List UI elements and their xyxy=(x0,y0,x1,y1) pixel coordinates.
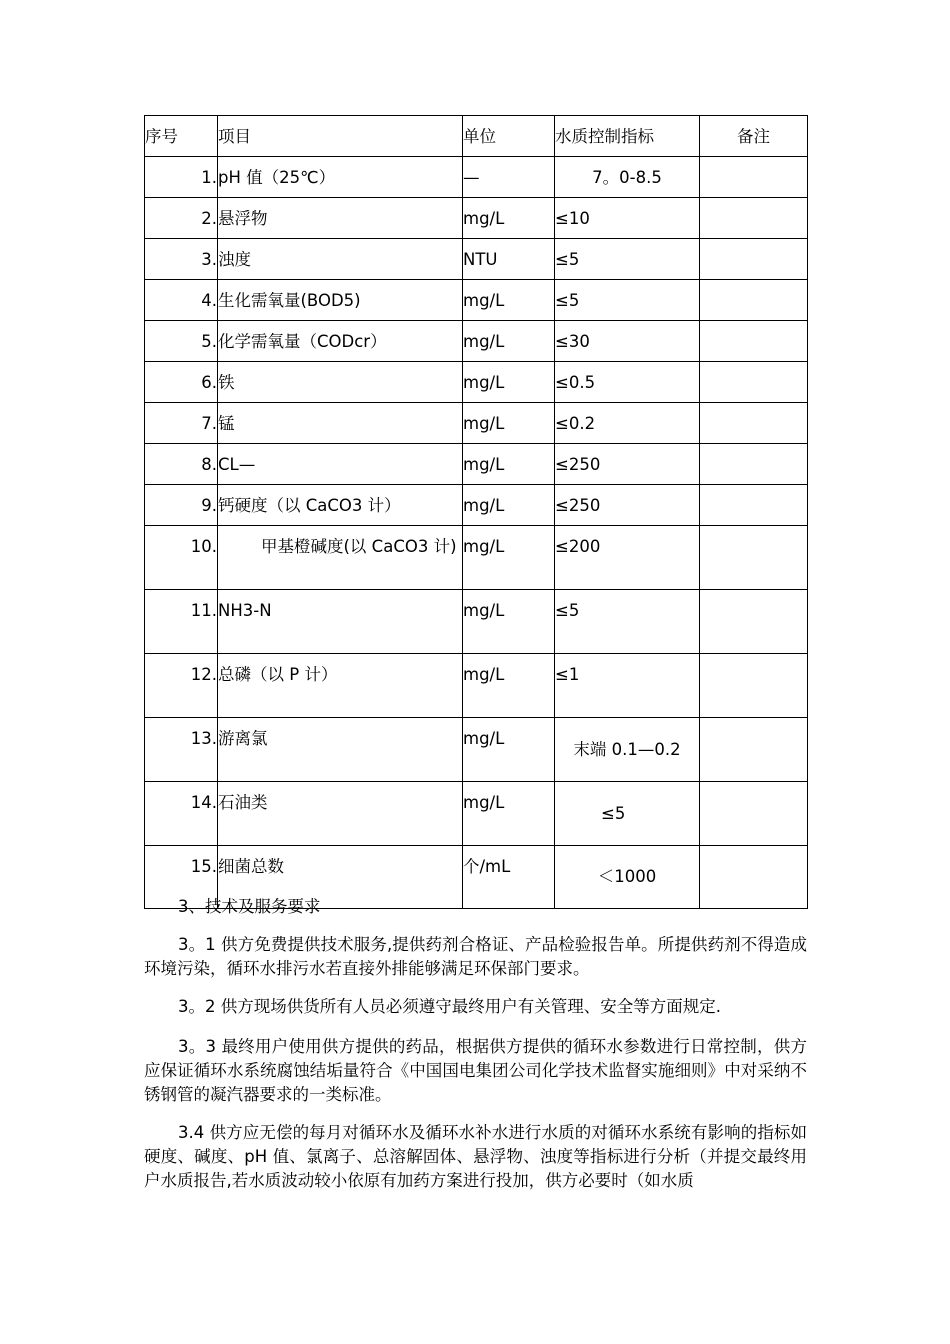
row-no: 14. xyxy=(145,782,218,846)
table-row xyxy=(145,403,808,444)
row-value: ≤1 xyxy=(555,654,700,718)
table-row xyxy=(145,239,808,280)
row-remark xyxy=(700,782,808,846)
row-unit: mg/L xyxy=(463,782,555,846)
row-unit: NTU xyxy=(463,239,555,280)
row-item: 浊度 xyxy=(218,239,463,280)
table-row xyxy=(145,485,808,526)
row-remark xyxy=(700,157,808,198)
row-unit: — xyxy=(463,157,555,198)
row-remark xyxy=(700,280,808,321)
row-unit: mg/L xyxy=(463,362,555,403)
row-no: 4. xyxy=(145,280,218,321)
row-unit: mg/L xyxy=(463,280,555,321)
row-remark xyxy=(700,362,808,403)
row-no: 12. xyxy=(145,654,218,718)
row-no: 5. xyxy=(145,321,218,362)
row-unit: mg/L xyxy=(463,198,555,239)
paragraph-3-3: 3。3 最终用户使用供方提供的药品，根据供方提供的循环水参数进行日常控制，供方应保证循环水系统腐蚀结垢量符合《中国国电集团公司化学技术监督实施细则》中对采纳不锈钢管的凝汽器要求的一类标准。 xyxy=(144,1037,807,1104)
row-unit: mg/L xyxy=(463,526,555,590)
row-remark xyxy=(700,526,808,590)
table-row xyxy=(145,321,808,362)
row-remark xyxy=(700,590,808,654)
row-item: 游离氯 xyxy=(218,718,463,782)
paragraph-3-1: 3。1 供方免费提供技术服务,提供药剂合格证、产品检验报告单。所提供药剂不得造成环境污染，循环水排污水若直接外排能够满足环保部门要求。 xyxy=(144,935,807,978)
table-row xyxy=(145,718,808,782)
row-no: 9. xyxy=(145,485,218,526)
row-item: 细菌总数 xyxy=(218,846,463,909)
row-remark xyxy=(700,718,808,782)
row-item: 生化需氧量(BOD5) xyxy=(218,280,463,321)
row-unit: mg/L xyxy=(463,444,555,485)
row-item: 钙硬度（以 CaCO3 计） xyxy=(218,485,463,526)
row-no: 13. xyxy=(145,718,218,782)
row-unit: 个/mL xyxy=(463,846,555,909)
table-row xyxy=(145,198,808,239)
row-item: 石油类 xyxy=(218,782,463,846)
row-no: 8. xyxy=(145,444,218,485)
row-no: 3. xyxy=(145,239,218,280)
row-unit: mg/L xyxy=(463,321,555,362)
paragraph-3-4: 3.4 供方应无偿的每月对循环水及循环水补水进行水质的对循环水系统有影响的指标如硬度、碱度、pH 值、氯离子、总溶解固体、悬浮物、浊度等指标进行分析（并提交最终用户水质报告,若水质波动较小依原有加药方案进行投加，供方必要时（如水质 xyxy=(144,1123,807,1190)
row-remark xyxy=(700,485,808,526)
table-row xyxy=(145,157,808,198)
row-item: 铁 xyxy=(218,362,463,403)
paragraph-3-2: 3。2 供方现场供货所有人员必须遵守最终用户有关管理、安全等方面规定. xyxy=(178,997,721,1016)
water-quality-table xyxy=(144,115,808,909)
row-no: 15. xyxy=(145,846,218,909)
row-no: 10. xyxy=(145,526,218,590)
row-value: ≤5 xyxy=(555,280,700,321)
row-remark xyxy=(700,444,808,485)
row-no: 2. xyxy=(145,198,218,239)
row-unit: mg/L xyxy=(463,485,555,526)
row-remark xyxy=(700,403,808,444)
row-no: 7. xyxy=(145,403,218,444)
header-no: 序号 xyxy=(145,116,218,157)
header-remark: 备注 xyxy=(700,116,808,157)
row-unit: mg/L xyxy=(463,718,555,782)
row-value: ≤5 xyxy=(555,590,700,654)
row-value: ≤10 xyxy=(555,198,700,239)
header-unit: 单位 xyxy=(463,116,555,157)
row-item: 化学需氧量（CODcr） xyxy=(218,321,463,362)
table-row xyxy=(145,590,808,654)
row-value: ≤5 xyxy=(555,782,700,846)
row-item: 锰 xyxy=(218,403,463,444)
row-value: ≤5 xyxy=(555,239,700,280)
row-value: ≤250 xyxy=(555,485,700,526)
table-row xyxy=(145,362,808,403)
table-row xyxy=(145,654,808,718)
row-item: NH3-N xyxy=(218,590,463,654)
row-item: 总磷（以 P 计） xyxy=(218,654,463,718)
row-no: 11. xyxy=(145,590,218,654)
row-value: ≤0.2 xyxy=(555,403,700,444)
row-unit: mg/L xyxy=(463,590,555,654)
row-remark xyxy=(700,321,808,362)
table-row xyxy=(145,526,808,590)
row-item: pH 值（25℃） xyxy=(218,157,463,198)
row-remark xyxy=(700,654,808,718)
table-row xyxy=(145,280,808,321)
row-item: CL— xyxy=(218,444,463,485)
header-item: 项目 xyxy=(218,116,463,157)
row-no: 1. xyxy=(145,157,218,198)
row-remark xyxy=(700,239,808,280)
row-remark xyxy=(700,198,808,239)
row-no: 6. xyxy=(145,362,218,403)
row-value: ＜1000 xyxy=(555,846,700,909)
section-heading: 3、技术及服务要求 xyxy=(178,897,321,916)
table-header-row xyxy=(145,116,808,157)
row-item: 悬浮物 xyxy=(218,198,463,239)
row-value: ≤200 xyxy=(555,526,700,590)
row-item: 甲基橙碱度(以 CaCO3 计) xyxy=(218,526,463,590)
row-value: 7。0-8.5 xyxy=(555,157,700,198)
row-value: ≤30 xyxy=(555,321,700,362)
row-unit: mg/L xyxy=(463,403,555,444)
table-row xyxy=(145,782,808,846)
row-value: 末端 0.1—0.2 xyxy=(555,718,700,782)
row-value: ≤0.5 xyxy=(555,362,700,403)
row-value: ≤250 xyxy=(555,444,700,485)
header-control-index: 水质控制指标 xyxy=(555,116,700,157)
table-row xyxy=(145,444,808,485)
row-unit: mg/L xyxy=(463,654,555,718)
